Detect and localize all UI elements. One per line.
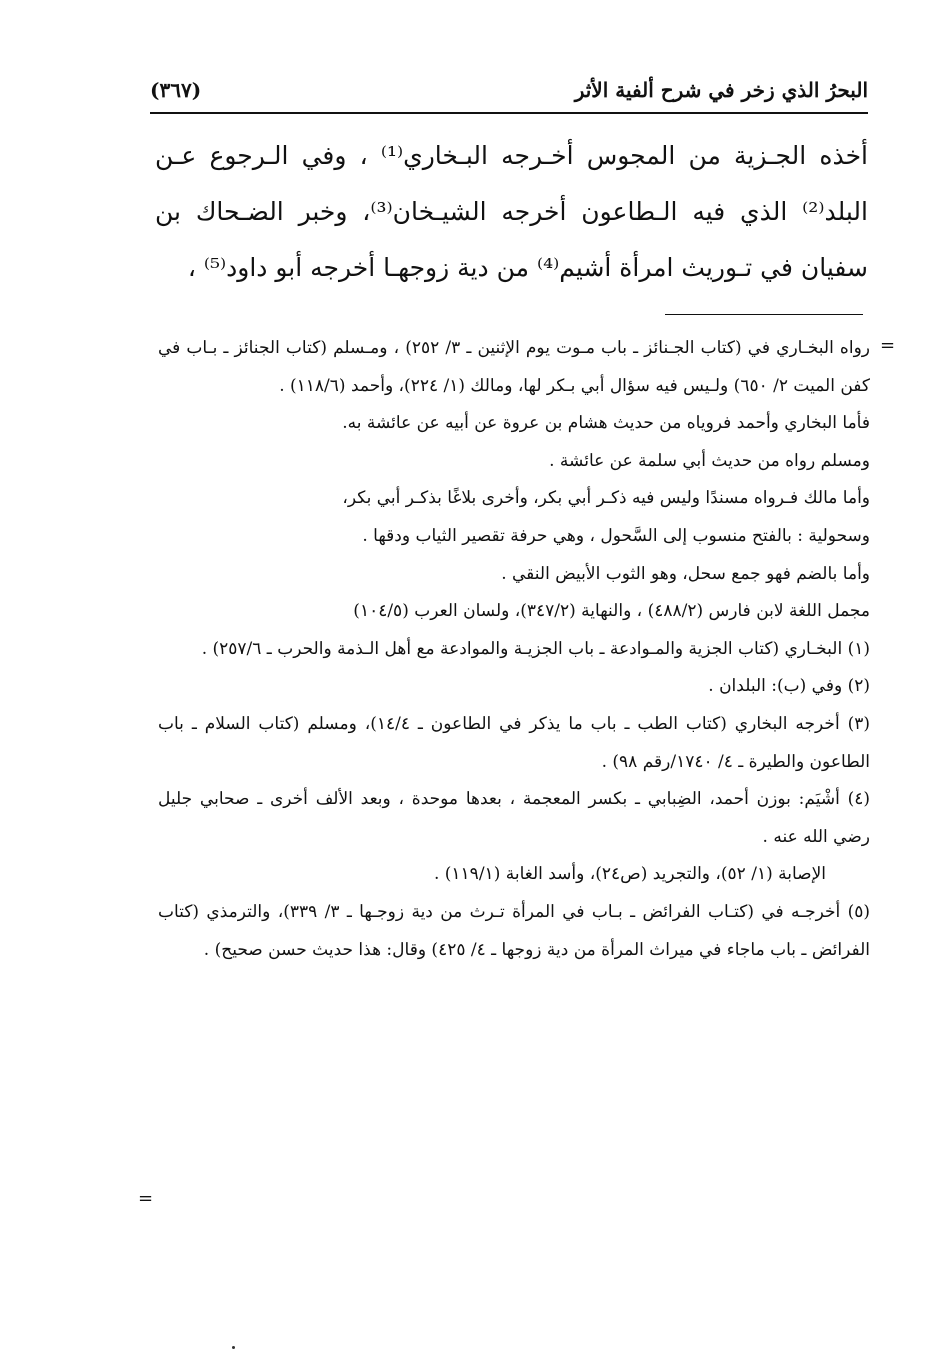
running-title: البحرُ الذي زخر في شرح ألفية الأثر bbox=[574, 78, 868, 102]
continuation-mark: = bbox=[880, 335, 896, 356]
footnote-line: رواه البخـاري في (كتاب الجـنائز ـ باب مـوت يوم الإثنين ـ ٣/ ٢٥٢) ، ومـسلم (كتاب الجنائز ـ بـاب في كفن الميت ٢/ ٦٥٠) ولـيس فيه سؤال أبي بـكر لها، ومالك (١/ ٢٢٤)، وأحمد (١١٨/٦) . bbox=[158, 338, 870, 396]
footnote-line: ومسلم رواه من حديث أبي سلمة عن عائشة . bbox=[549, 450, 870, 471]
footnote-4-source: الإصابة (١/ ٥٢)، والتجريد (ص٢٤)، وأسد الغابة (١١٩/١) . bbox=[433, 864, 826, 885]
running-header bbox=[150, 78, 868, 110]
footnote-separator bbox=[665, 314, 863, 315]
page-number: (٣٦٧) bbox=[150, 78, 202, 102]
footnote-3: (٣) أخرجه البخاري (كتاب الطب ـ باب ما يذكر في الطاعون ـ ١٤/٤)، ومسلم (كتاب السلام ـ باب الطاعون والطيرة ـ ٤/ ١٧٤٠/رقم ٩٨) . bbox=[158, 713, 870, 772]
scan-dot bbox=[232, 1346, 235, 1349]
main-text bbox=[155, 128, 868, 296]
footnote-2: (٢) وفي (ب): البلدان . bbox=[708, 676, 870, 697]
footnote-5: (٥) أخرجـه في (كتـاب الفرائض ـ بـاب في المرأة تـرث من دية زوجـها ـ ٣/ ٣٣٩)، والترمذي (كتاب الفرائض ـ باب ماجاء في ميراث المرأة من دية زوجها ـ ٤/ ٤٢٥) وقال: هذا حديث حسن صحيح) . bbox=[158, 901, 870, 960]
bottom-continuation-mark: = bbox=[138, 1188, 154, 1209]
footnote-line: وسحولية : بالفتح منسوب إلى السَّحول ، وهي حرفة تقصير الثياب ودقها . bbox=[362, 525, 870, 546]
footnote-line: وأما مالك فـرواه مسندًا وليس فيه ذكـر أبي بكر، وأخرى بلاغًا بذكـر أبي بكر، bbox=[342, 488, 870, 509]
footnote-1: (١) البخـاري (كتاب الجزية والمـوادعة ـ باب الجزيـة والموادعة مع أهل الـذمة والحرب ـ ٢٥٧/٦) . bbox=[201, 638, 870, 659]
header-rule bbox=[150, 112, 868, 114]
main-paragraph: أخذه الجـزية من المجوس أخـرجه البـخاري⁽¹⁾ ، وفي الـرجوع عـن البلد⁽²⁾ الذي فيه الـطاعون أخرجه الشيـخان⁽³⁾، وخبر الضـحاك بن سفيان في تـوريث امرأة أشيم⁽⁴⁾ من دية زوجهـا أخرجه أبو داود⁽⁵⁾ ، bbox=[155, 141, 868, 282]
footnote-line: فأما البخاري وأحمد فروياه من حديث هشام بن عروة عن أبيه عن عائشة به. bbox=[342, 413, 870, 434]
footnote-line: مجمل اللغة لابن فارس (٤٨٨/٢) ، والنهاية (٣٤٧/٢)، ولسان العرب (١٠٤/٥) bbox=[353, 601, 870, 622]
footnotes bbox=[158, 330, 870, 969]
footnote-line: وأما بالضم فهو جمع سحل، وهو الثوب الأبيض النقي . bbox=[501, 563, 870, 584]
footnote-4: (٤) أشْيَم: بوزن أحمد، الضِبابي ـ بكسر المعجمة ، بعدها موحدة ، وبعد الألف أخرى ـ صحابي جليل رضي الله عنه . bbox=[158, 789, 870, 847]
